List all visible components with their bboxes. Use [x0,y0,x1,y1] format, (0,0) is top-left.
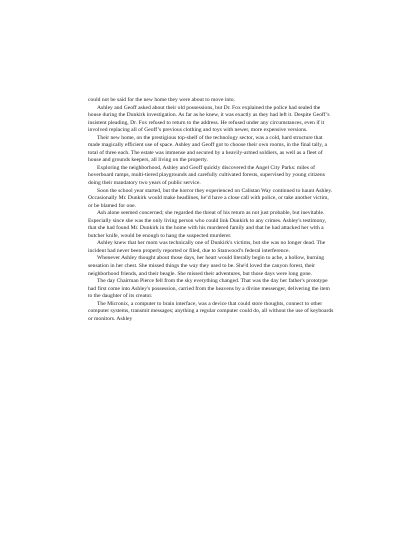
paragraph-7: Ashley knew that her mom was technically one of Dunkirk's victims, but she was no longer dead. The incident had never been properly reported or filed, due to Stanwood’s federal interference. [88,240,326,254]
paragraph-10: The Micronix, a computer to brain interface, was a device that could store thoughts, connect to other computer systems, transmit messages; anything a regular computer could do, all without the use of keyboards or monitors. Ashley [88,300,334,322]
body-text [88,97,334,323]
paragraph-4: Exploring the neighborhood, Ashley and Geoff quickly discovered the Angel City Parks: miles of hoverboard ramps, multi-tiered playgrounds and carefully cultivated forests, supervised by young citizens doing their mandatory two years of public service. [88,164,325,187]
paragraph-9: The day Chairman Pierce fell from the sky everything changed. That was the day her father's prototype had first come into Ashley's possession, carried from the heavens by a divine messenger, delivering the item to the daughter of its creator. [88,278,330,300]
paragraph-3: Their new home, on the prestigious top-shelf of the technology sector, was a cold, hard structure that made magically efficient use of space. Ashley and Geoff got to choose their own rooms, in the final tally, a total of three each. The estate was immense and secured by a heavily-armed soldiers, as well as a fleet of house and grounds keepers, all living on the property. [88,134,327,164]
paragraph-8: Whenever Ashley thought about those days, her heart would literally begin to ache, a hollow, burning sensation in her chest. She missed things the way they used to be. She'd loved the canyon forest, their neighborhood friends, and their beagle. She missed their adventures, but those days were long gone. [88,255,325,277]
paragraph-6: Ash alone seemed concerned; she regarded the threat of his return as not just probable, but inevitable. Especially since she was the only living person who could link Dunkirk to any crimes. Ashley's testimony, that she had found Mr. Dunkirk in the home with his murdered family and that he had attacked her with a butcher knife, would be enough to hang the suspected murderer. [88,210,327,239]
paragraph-2: Ashley and Geoff asked about their old possessions, but Dr. Fox explained the police had sealed the house during the Dunkirk investigation. As far as he knew, it was exactly as they had left it. Despite Geoff’s insistent pleading, Dr. Fox refused to return to the address. He refused under any circumstances, even if it involved replacing all of Geoff’s previous clothing and toys with newer, more expensive versions. [88,104,330,134]
paragraph-5: Soon the school year started, but the horror they experienced on Calistan Way continued to haunt Ashley. Occasionally Mr. Dunkirk would make headlines, he’d have a close call with police, or take another victim, or be blamed for one. [88,187,333,209]
paragraph-1: could not be said for the new home they were about to move into. [88,97,235,103]
